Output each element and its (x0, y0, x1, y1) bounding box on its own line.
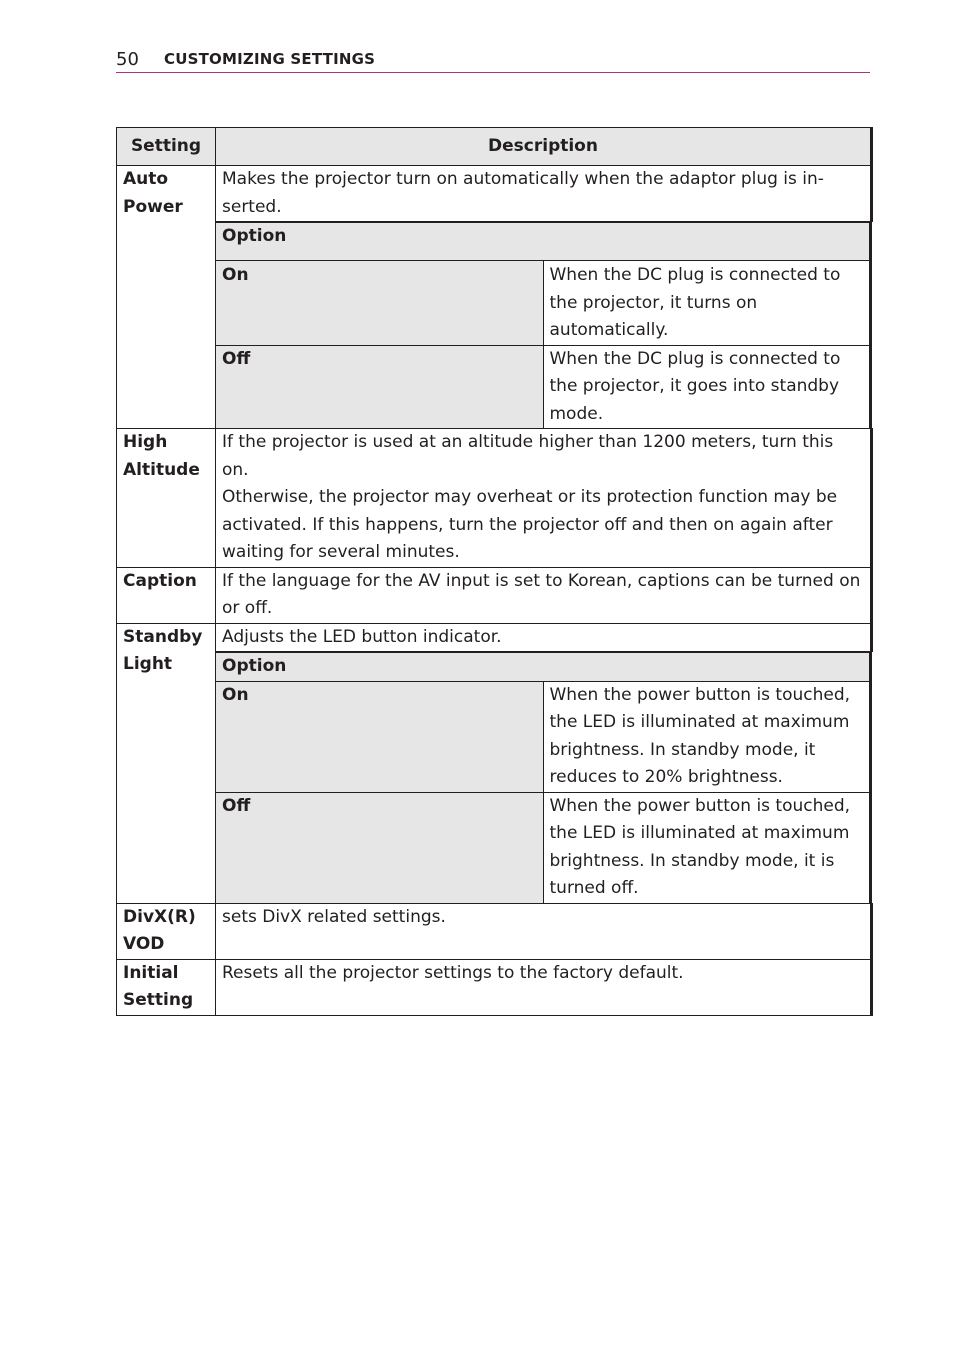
option-text: When the power button is touched, the LED is illuminated at maximum brightness. In standby mode, it is turned off. (543, 792, 870, 903)
description-auto-power (216, 166, 872, 222)
description-text: Otherwise, the projector may overheat or its protection function may be activated. If this happens, turn the projector off and then on again after waiting for several minutes. (222, 487, 838, 562)
description-text: Adjusts the LED button indicator. (222, 626, 502, 647)
setting-name-line: Initial (123, 962, 179, 983)
setting-name-line: Auto (123, 169, 169, 189)
setting-name-line: Altitude (123, 459, 200, 480)
description-text: Makes the projector turn on automatically when the adaptor plug is in-serted. (222, 169, 824, 217)
option-label-on: On (216, 261, 543, 346)
option-row (216, 345, 870, 428)
setting-name-line: DivX(R) (123, 906, 196, 927)
setting-name-line: High (123, 432, 168, 452)
table-row (117, 623, 872, 652)
setting-name-line: VOD (123, 934, 165, 954)
setting-name-line: Power (123, 196, 183, 217)
option-label-off: Off (216, 345, 543, 428)
option-label-on: On (216, 681, 543, 792)
settings-table (116, 127, 873, 1016)
setting-name-line: Setting (123, 990, 194, 1010)
setting-name-high-altitude (117, 429, 216, 568)
description-caption (216, 567, 872, 623)
setting-name-line: Light (123, 654, 173, 674)
option-row (216, 792, 870, 903)
table-row (117, 567, 872, 623)
description-divx-vod (216, 903, 872, 959)
options-table (216, 222, 872, 428)
options-row (117, 652, 872, 904)
description-text: If the projector is used at an altitude higher than 1200 meters, turn this on. (222, 432, 834, 480)
setting-name-auto-power (117, 166, 216, 429)
description-text: Resets all the projector settings to the factory default. (222, 962, 684, 983)
table-row (117, 903, 872, 959)
option-text: When the DC plug is connected to the projector, it turns on automatically. (543, 261, 870, 346)
page-number: 50 (116, 49, 139, 70)
description-text: If the language for the AV input is set to Korean, captions can be turned on or off. (222, 570, 861, 618)
option-header: Option (216, 653, 870, 682)
column-header-setting: Setting (117, 128, 216, 166)
setting-name-caption (117, 567, 216, 623)
option-row (216, 681, 870, 792)
setting-name-line: Standby (123, 626, 203, 647)
setting-name-line: Caption (123, 570, 197, 591)
option-header: Option (216, 223, 870, 261)
description-standby-light (216, 623, 872, 652)
table-header-row (117, 128, 872, 166)
setting-name-standby-light (117, 623, 216, 903)
options-container (216, 222, 872, 429)
description-text: sets DivX related settings. (222, 906, 446, 927)
column-header-description: Description (216, 128, 872, 166)
options-table (216, 652, 872, 903)
setting-name-divx-vod (117, 903, 216, 959)
option-label-off: Off (216, 792, 543, 903)
page-header (116, 47, 870, 73)
options-container (216, 652, 872, 904)
table-row (117, 959, 872, 1015)
option-row (216, 261, 870, 346)
setting-name-initial-setting (117, 959, 216, 1015)
section-title: CUSTOMIZING SETTINGS (164, 50, 376, 68)
table-row (117, 429, 872, 568)
table-row (117, 166, 872, 222)
option-text: When the DC plug is connected to the projector, it goes into standby mode. (543, 345, 870, 428)
description-high-altitude (216, 429, 872, 568)
options-row (117, 222, 872, 429)
description-initial-setting (216, 959, 872, 1015)
option-text: When the power button is touched, the LED is illuminated at maximum brightness. In standby mode, it reduces to 20% brightness. (543, 681, 870, 792)
